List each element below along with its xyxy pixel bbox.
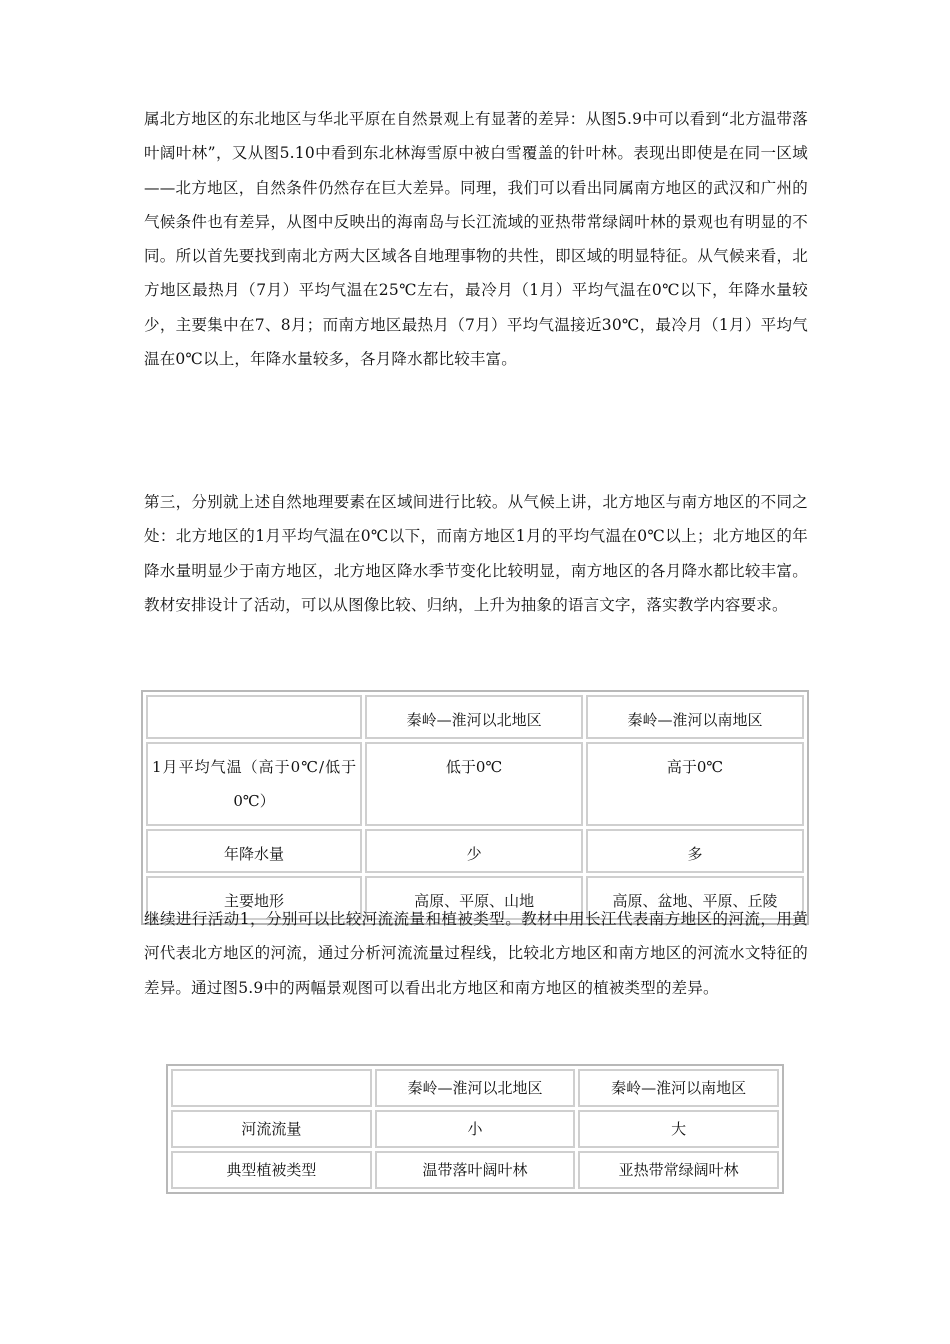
table-row [171, 1151, 779, 1189]
table-cell: 温带落叶阔叶林 [375, 1151, 576, 1189]
table-cell: 低于0℃ [365, 742, 583, 826]
table-cell: 主要地形 [146, 876, 362, 920]
table-river-vegetation [166, 1064, 784, 1194]
paragraph-comparison: 第三，分别就上述自然地理要素在区域间进行比较。从气候上讲，北方地区与南方地区的不同之处：北方地区的1月平均气温在0℃以下，而南方地区1月的平均气温在0℃以上；北方地区的年降水量明显少于南方地区，北方地区降水季节变化比较明显，南方地区的各月降水都比较丰富。教材安排设计了活动，可以从图像比较、归纳，上升为抽象的语言文字，落实教学内容要求。 [144, 493, 808, 614]
table-cell: 高原、盆地、平原、丘陵 [586, 876, 804, 920]
table-row [146, 829, 804, 873]
table-cell: 多 [586, 829, 804, 873]
table-climate-comparison [141, 690, 809, 925]
table-cell: 大 [578, 1110, 779, 1148]
table-cell: 亚热带常绿阔叶林 [578, 1151, 779, 1189]
table-cell: 年降水量 [146, 829, 362, 873]
table-row [171, 1110, 779, 1148]
table-row [146, 742, 804, 826]
table-header-north: 秦岭—淮河以北地区 [365, 695, 583, 739]
table-cell [171, 1069, 372, 1107]
table-row [171, 1069, 779, 1107]
table-cell: 高于0℃ [586, 742, 804, 826]
table-cell: 1月平均气温（高于0℃/低于0℃） [146, 742, 362, 826]
table-row [146, 695, 804, 739]
table-cell: 典型植被类型 [171, 1151, 372, 1189]
table-cell: 少 [365, 829, 583, 873]
table-cell: 小 [375, 1110, 576, 1148]
table-header-south: 秦岭—淮河以南地区 [578, 1069, 779, 1107]
table-cell: 高原、平原、山地 [365, 876, 583, 920]
table-cell: 河流流量 [171, 1110, 372, 1148]
table-cell [146, 695, 362, 739]
table-header-south: 秦岭—淮河以南地区 [586, 695, 804, 739]
table-header-north: 秦岭—淮河以北地区 [375, 1069, 576, 1107]
paragraph-climate-intro: 属北方地区的东北地区与华北平原在自然景观上有显著的差异：从图5.9中可以看到“北方温带落叶阔叶林”，又从图5.10中看到东北林海雪原中被白雪覆盖的针叶林。表现出即使是在同一区域——北方地区，自然条件仍然存在巨大差异。同理，我们可以看出同属南方地区的武汉和广州的气候条件也有差异，从图中反映出的海南岛与长江流域的亚热带常绿阔叶林的景观也有明显的不同。所以首先要找到南北方两大区域各自地理事物的共性，即区域的明显特征。从气候来看，北方地区最热月（7月）平均气温在25℃左右，最冷月（1月）平均气温在0℃以下，年降水量较少，主要集中在7、8月；而南方地区最热月（7月）平均气温接近30℃，最冷月（1月）平均气温在0℃以上，年降水量较多，各月降水都比较丰富。 [144, 110, 808, 369]
paragraph-activity: 继续进行活动1，分别可以比较河流流量和植被类型。教材中用长江代表南方地区的河流，用黄河代表北方地区的河流，通过分析河流流量过程线，比较北方地区和南方地区的河流水文特征的差异。通过图5.9中的两幅景观图可以看出北方地区和南方地区的植被类型的差异。 [144, 910, 808, 997]
